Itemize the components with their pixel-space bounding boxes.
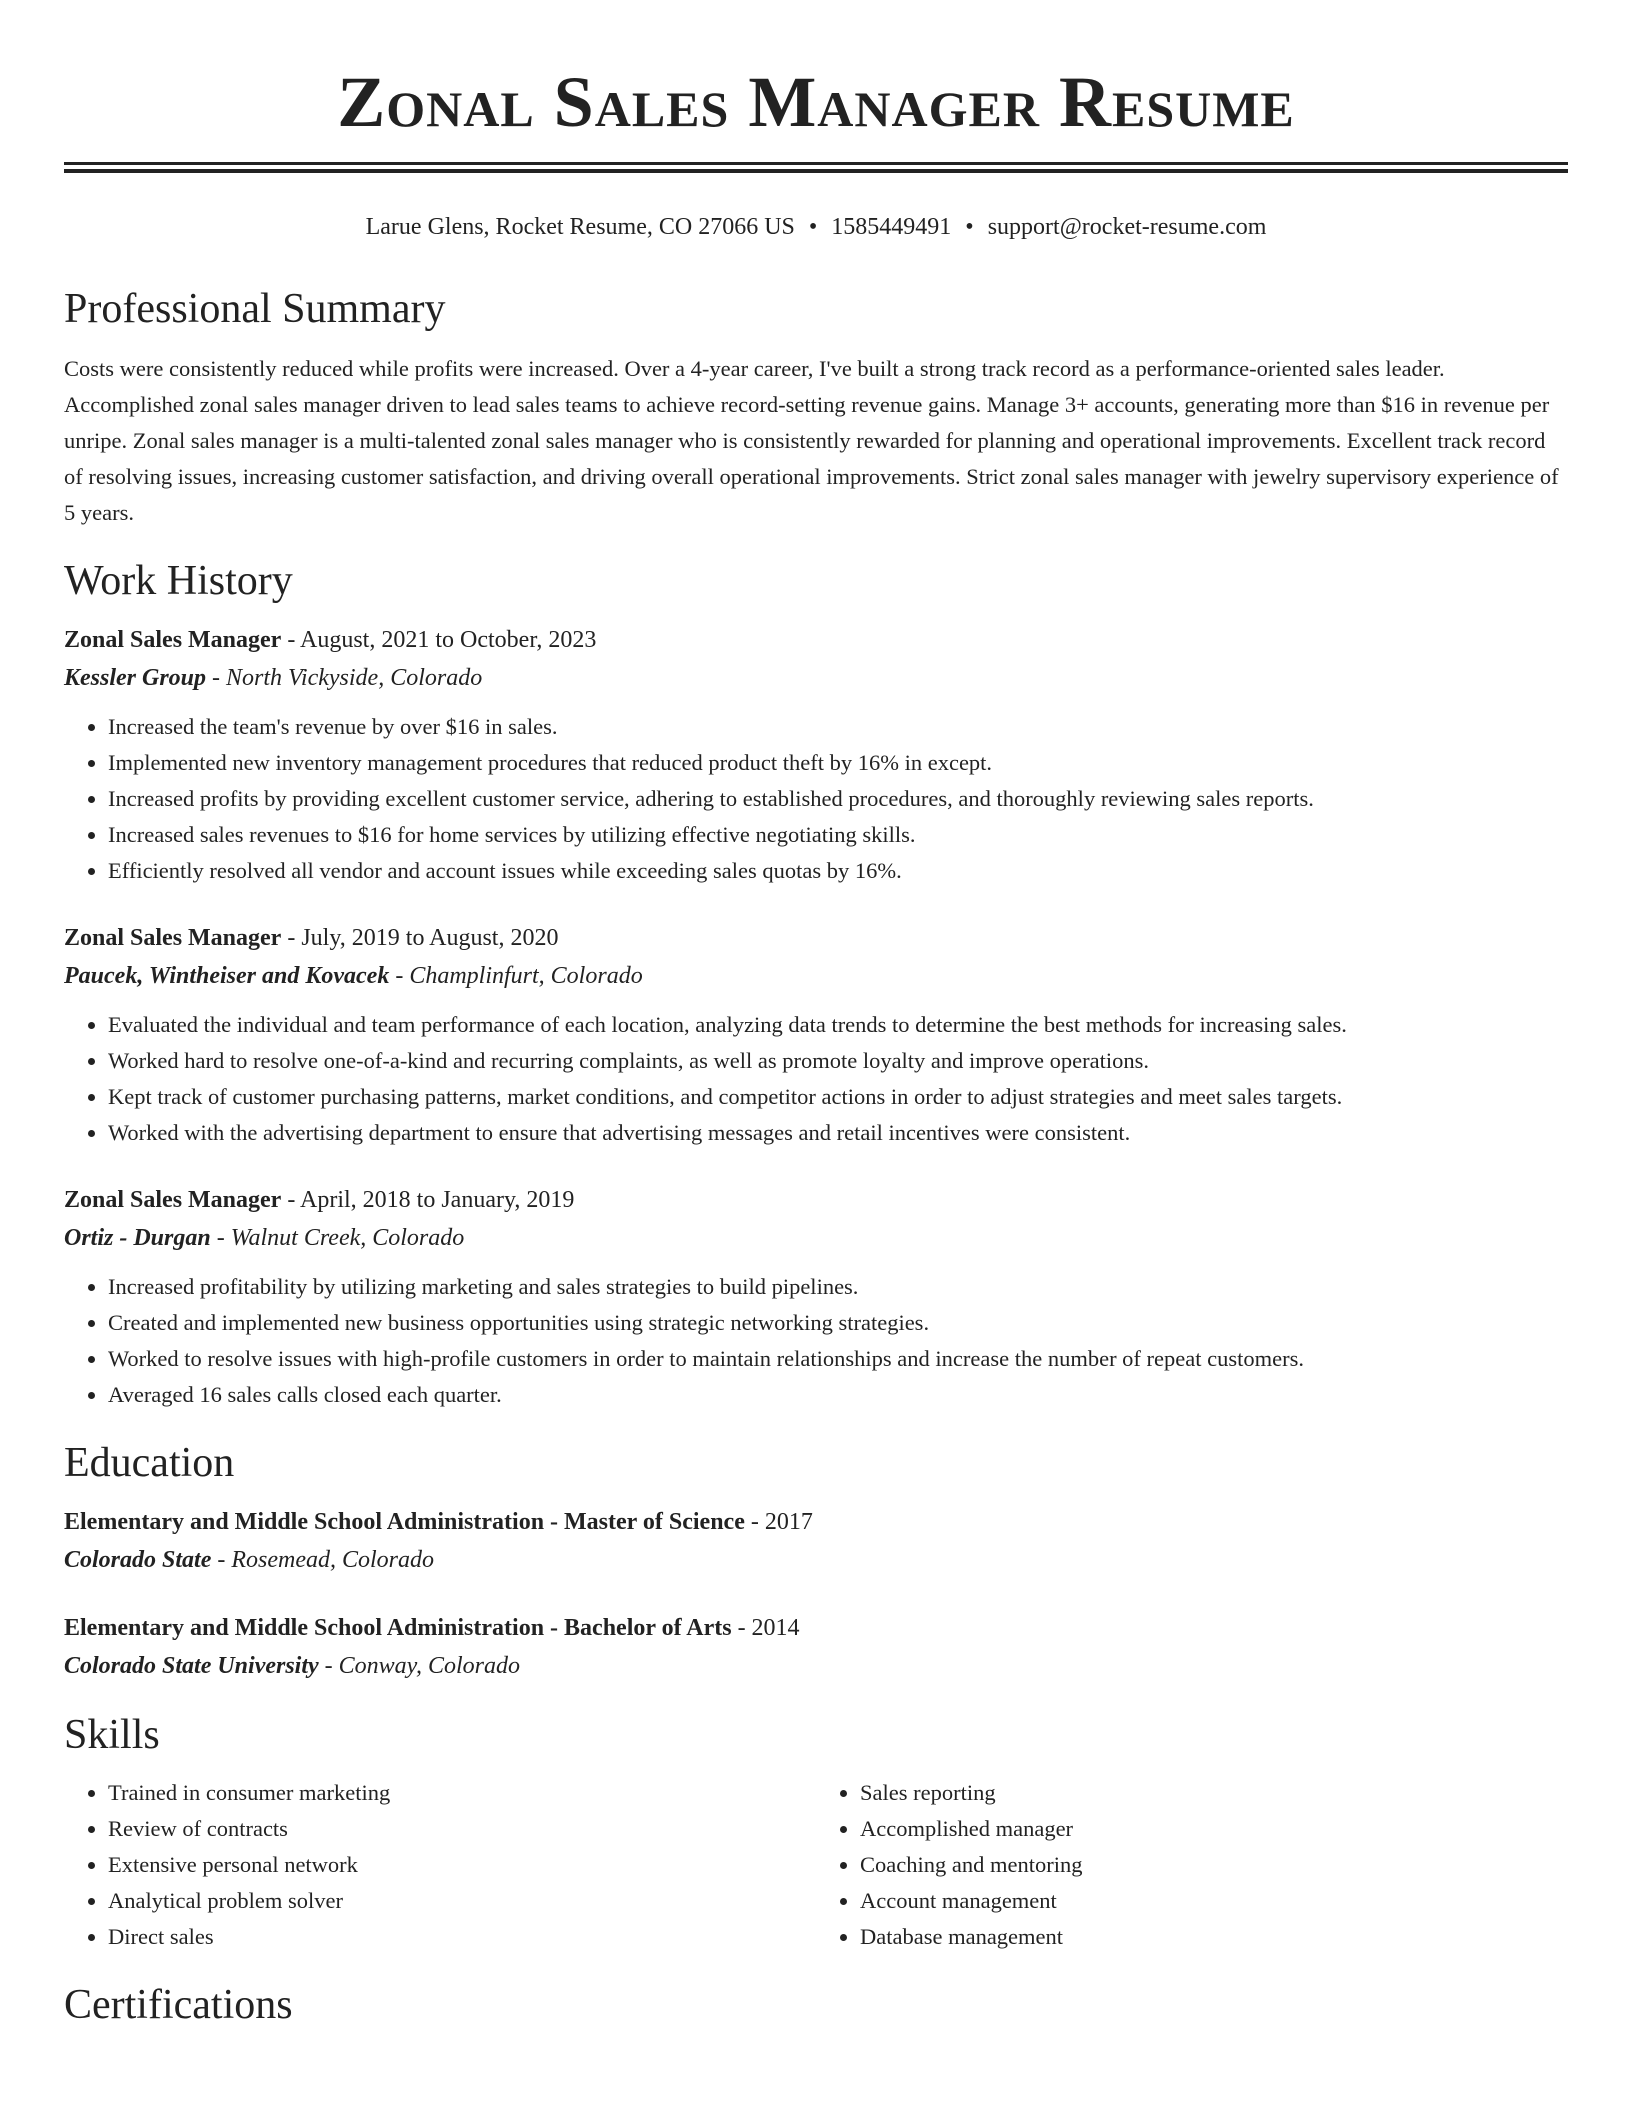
degree-name: Elementary and Middle School Administration - Master of Science: [64, 1509, 745, 1535]
skills-section: [64, 1709, 1568, 1955]
certifications-section: [64, 1979, 1568, 2031]
summary-heading: Professional Summary: [64, 286, 446, 332]
skill-item: • Sales reporting: [860, 1775, 1568, 1811]
company-name: Ortiz - Durgan: [64, 1225, 211, 1251]
job-bullets: [64, 1269, 1568, 1413]
skill-item: • Database management: [860, 1919, 1568, 1955]
company-name: Paucek, Wintheiser and Kovacek: [64, 963, 390, 989]
school-name: Colorado State University: [64, 1653, 319, 1679]
list-item: • Evaluated the individual and team performance of each location, analyzing data trends to determine the best methods for increasing sales.: [108, 1007, 1568, 1043]
contact-separator: •: [965, 214, 974, 240]
job-dates: - July, 2019 to August, 2020: [281, 925, 559, 951]
list-item: • Kept track of customer purchasing patterns, market conditions, and competitor actions in order to adjust strategies and meet sales targets.: [108, 1079, 1568, 1115]
education-entry: [64, 1503, 1568, 1579]
summary-section: [64, 283, 1568, 531]
list-item: • Averaged 16 sales calls closed each quarter.: [108, 1377, 1568, 1413]
school-location: - Conway, Colorado: [318, 1653, 521, 1679]
job-title: Zonal Sales Manager: [64, 925, 282, 951]
skills-columns: [64, 1775, 1568, 1955]
skills-heading: Skills: [64, 1712, 160, 1758]
company-location: - Champlinfurt, Colorado: [389, 963, 643, 989]
contact-separator: •: [808, 214, 818, 240]
job-entry: [64, 919, 1568, 1151]
list-item: • Increased the team's revenue by over $16 in sales.: [108, 709, 1568, 745]
company-location: - Walnut Creek, Colorado: [210, 1225, 465, 1251]
list-item: • Increased sales revenues to $16 for home services by utilizing effective negotiating skills.: [108, 817, 1568, 853]
list-item: • Efficiently resolved all vendor and account issues while exceeding sales quotas by 16%.: [108, 853, 1568, 889]
education-section: [64, 1437, 1568, 1685]
contact-phone: 1585449491: [831, 214, 952, 240]
degree-year: - 2017: [744, 1509, 813, 1535]
contact-line: [64, 211, 1568, 243]
summary-text: Costs were consistently reduced while profits were increased. Over a 4-year career, I've built a strong track record as a performance-oriented sales leader. Accomplished zonal sales manager driven to lead sales teams to achieve record-setting revenue gains. Manage 3+ accounts, generating more than $16 in revenue per unripe. Zonal sales manager is a multi-talented zonal sales manager who is consistently rewarded for planning and operational improvements. Excellent track record of resolving issues, increasing customer satisfaction, and driving overall operational improvements. Strict zonal sales manager with jewelry supervisory experience of 5 years.: [64, 356, 1559, 525]
work-history-section: [64, 555, 1568, 1413]
degree-year: - 2014: [731, 1615, 800, 1641]
certifications-heading: Certifications: [64, 1982, 293, 2028]
list-item: • Increased profitability by utilizing marketing and sales strategies to build pipelines.: [108, 1269, 1568, 1305]
skills-list-left: [64, 1775, 816, 1955]
education-entry: [64, 1609, 1568, 1685]
job-title: Zonal Sales Manager: [64, 627, 282, 653]
job-dates: - August, 2021 to October, 2023: [281, 627, 597, 653]
list-item: • Worked hard to resolve one-of-a-kind and recurring complaints, as well as promote loyalty and improve operations.: [108, 1043, 1568, 1079]
skill-item: • Coaching and mentoring: [860, 1847, 1568, 1883]
skill-item: • Review of contracts: [108, 1811, 816, 1847]
list-item: • Worked with the advertising department to ensure that advertising messages and retail incentives were consistent.: [108, 1115, 1568, 1151]
school-location: - Rosemead, Colorado: [211, 1547, 435, 1573]
job-dates: - April, 2018 to January, 2019: [281, 1187, 575, 1213]
degree-name: Elementary and Middle School Administration - Bachelor of Arts: [64, 1615, 732, 1641]
contact-email[interactable]: support@rocket-resume.com: [987, 214, 1267, 240]
company-name: Kessler Group: [64, 665, 207, 691]
skill-item: • Accomplished manager: [860, 1811, 1568, 1847]
education-heading: Education: [64, 1440, 235, 1486]
skill-item: • Extensive personal network: [108, 1847, 816, 1883]
skill-item: • Account management: [860, 1883, 1568, 1919]
skill-item: • Trained in consumer marketing: [108, 1775, 816, 1811]
job-entry: [64, 621, 1568, 889]
list-item: • Created and implemented new business opportunities using strategic networking strategies.: [108, 1305, 1568, 1341]
list-item: • Increased profits by providing excellent customer service, adhering to established procedures, and thoroughly reviewing sales reports.: [108, 781, 1568, 817]
resume-title: Zonal Sales Manager Resume: [337, 62, 1295, 142]
skill-item: • Direct sales: [108, 1919, 816, 1955]
work-history-heading: Work History: [64, 558, 293, 604]
title-divider: [64, 162, 1568, 173]
contact-address: Larue Glens, Rocket Resume, CO 27066 US: [365, 214, 795, 240]
job-entry: [64, 1181, 1568, 1413]
job-bullets: [64, 1007, 1568, 1151]
job-title: Zonal Sales Manager: [64, 1187, 282, 1213]
list-item: • Implemented new inventory management procedures that reduced product theft by 16% in except.: [108, 745, 1568, 781]
list-item: • Worked to resolve issues with high-profile customers in order to maintain relationships and increase the number of repeat customers.: [108, 1341, 1568, 1377]
skill-item: • Analytical problem solver: [108, 1883, 816, 1919]
skills-list-right: [816, 1775, 1568, 1955]
job-bullets: [64, 709, 1568, 889]
company-location: - North Vickyside, Colorado: [206, 665, 483, 691]
school-name: Colorado State: [64, 1547, 212, 1573]
